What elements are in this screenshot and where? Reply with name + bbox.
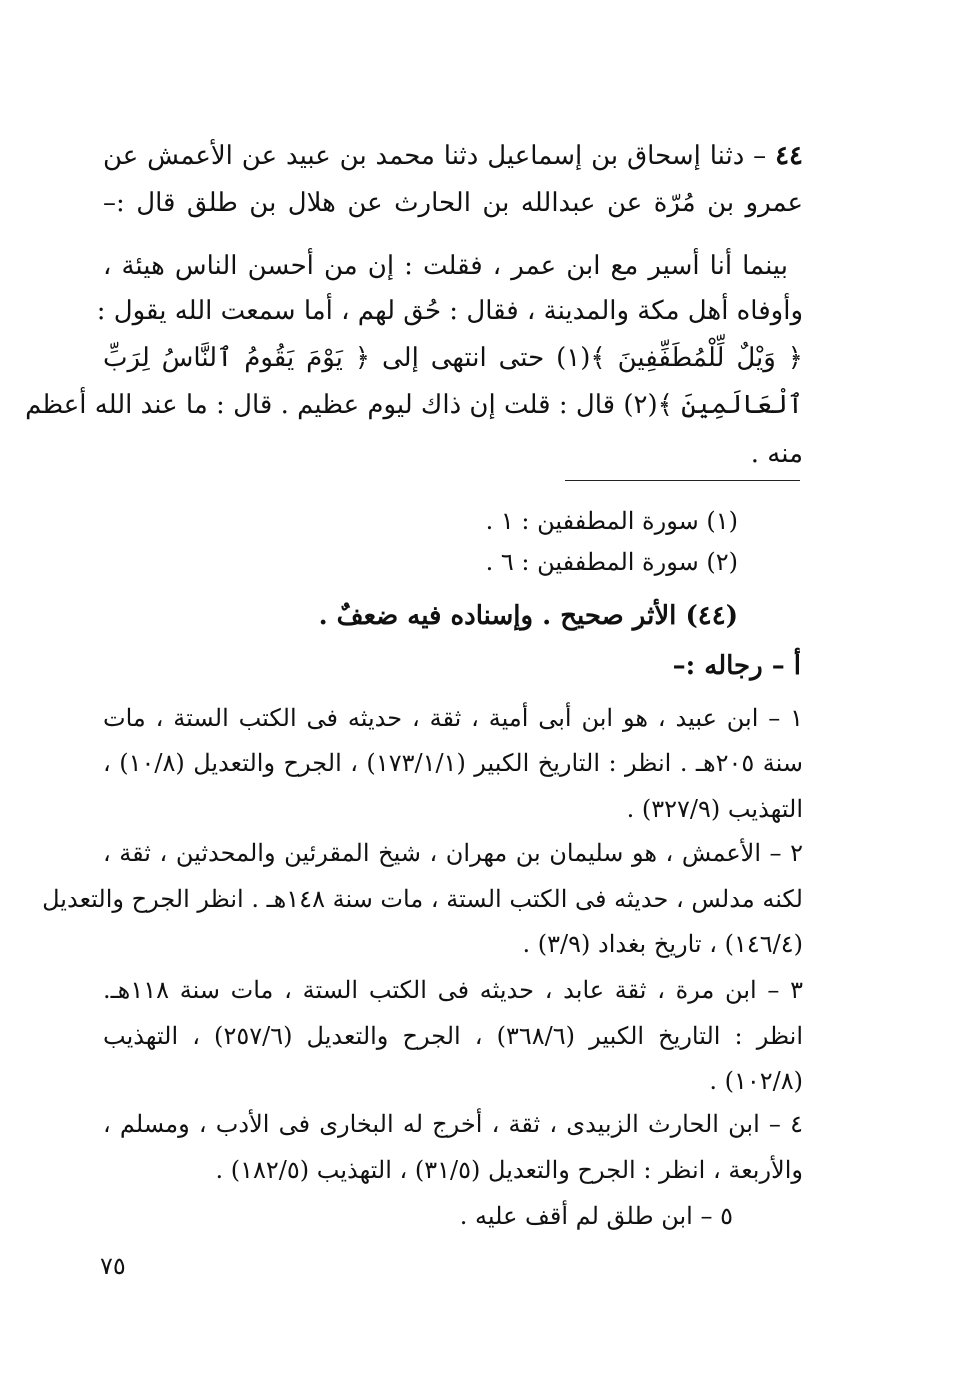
section-title: أ – رجاله :– bbox=[672, 651, 801, 681]
matn-line-4: ٱلْعَالَمِينَ ﴾(٢) قال : قلت إن ذاك ليوم عظيم . قال : ما عند الله أعظم bbox=[25, 390, 803, 420]
narrator-3-line-2: انظر : التاريخ الكبير (٣٦٨/٦) ، الجرح والتعديل (٢٥٧/٦) ، التهذيب bbox=[103, 1022, 804, 1050]
footnote-2: (٢) سورة المطففين : ٦ . bbox=[485, 548, 738, 576]
narrator-2-line-2: لكنه مدلس ، حديثه فى الكتب الستة ، مات سنة ١٤٨هـ . انظر الجرح والتعديل bbox=[42, 885, 803, 913]
matn-line-3: ﴿ وَيْلٌ لِّلْمُطَفِّفِينَ ﴾(١) حتى انتهى إلى ﴿ يَوْمَ يَقُومُ ٱلنَّاسُ لِرَبِّ bbox=[103, 343, 803, 373]
footnote-divider bbox=[565, 480, 800, 481]
narrator-4-line-2: والأربعة ، انظر : الجرح والتعديل (٣١/٥) ، التهذيب (١٨٢/٥) . bbox=[215, 1156, 803, 1184]
grading-heading: (٤٤) الأثر صحيح . وإسناده فيه ضعفٌ . bbox=[318, 601, 738, 631]
matn-line-5: منه . bbox=[750, 439, 803, 469]
hadith-number: ٤٤ bbox=[775, 141, 803, 171]
isnad-text-1: – دثنا إسحاق بن إسماعيل دثنا محمد بن عبيد عن الأعمش عن bbox=[103, 141, 767, 171]
isnad-line-1 bbox=[103, 136, 803, 176]
narrator-3-line-1: ٣ – ابن مرة ، ثقة عابد ، حديثه فى الكتب الستة ، مات سنة ١١٨هـ. bbox=[103, 976, 803, 1004]
narrator-1-line-3: التهذيب (٣٢٧/٩) . bbox=[626, 795, 803, 823]
narrator-2-line-1: ٢ – الأعمش ، هو سليمان بن مهران ، شيخ المقرئين والمحدثين ، ثقة ، bbox=[103, 839, 803, 867]
matn-line-1: بينما أنا أسير مع ابن عمر ، فقلت : إن من أحسن الناس هيئة ، bbox=[103, 251, 788, 281]
narrator-1-line-1: ١ – ابن عبيد ، هو ابن أبى أمية ، ثقة ، حديثه فى الكتب الستة ، مات bbox=[103, 704, 803, 732]
narrator-2-line-3: (١٤٦/٤) ، تاريخ بغداد (٣/٩) . bbox=[522, 930, 803, 958]
isnad-line-2: عمرو بن مُرّة عن عبدالله بن الحارث عن هلال بن طلق قال :– bbox=[103, 188, 803, 218]
narrator-4-line-1: ٤ – ابن الحارث الزبيدى ، ثقة ، أخرج له البخارى فى الأدب ، ومسلم ، bbox=[103, 1110, 803, 1138]
narrator-5-line-1: ٥ – ابن طلق لم أقف عليه . bbox=[459, 1202, 733, 1230]
page-number: ٧٥ bbox=[100, 1252, 126, 1280]
matn-line-2: وأوفاه أهل مكة والمدينة ، فقال : حُق لهم ، أما سمعت الله يقول : bbox=[96, 296, 803, 326]
footnote-1: (١) سورة المطففين : ١ . bbox=[485, 507, 738, 535]
narrator-1-line-2: سنة ٢٠٥هـ . انظر : التاريخ الكبير (١٧٣/١/١) ، الجرح والتعديل (١٠/٨) ، bbox=[103, 749, 803, 777]
narrator-3-line-3: (١٠٢/٨) . bbox=[709, 1067, 803, 1095]
